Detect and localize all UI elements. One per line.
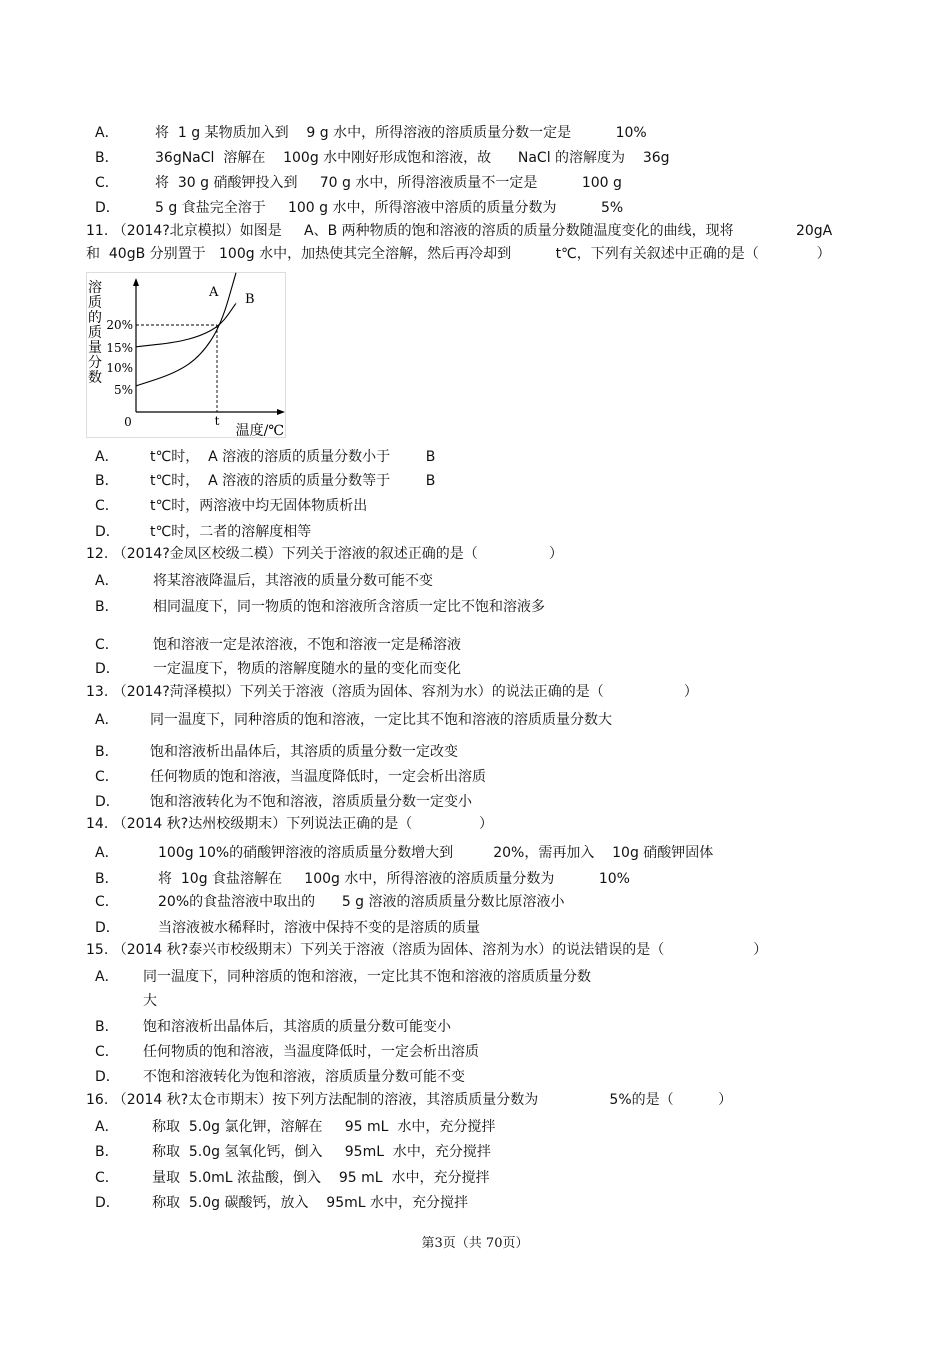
page-footer: 第3页（共 70页） — [421, 1236, 529, 1251]
y-axis-label-char: 质 — [88, 325, 102, 341]
q10-option-c-label: C． — [95, 175, 119, 191]
y-tick-label: 15% — [106, 341, 133, 355]
q10-option-b-text: 36gNaCl 溶解在 100g 水中刚好形成饱和溶液，故 NaCl 的溶解度为 36g — [155, 150, 670, 166]
q16-option-c-label: C． — [95, 1170, 119, 1186]
x-axis-label: 温度/℃ — [235, 423, 284, 438]
q11-option-d-text: t℃时，二者的溶解度相等 — [150, 524, 312, 540]
y-axis-label-char: 溶 — [88, 280, 102, 296]
q10-option-c-text: 将 30 g 硝酸钾投入到 70 g 水中，所得溶液质量不一定是 100 g — [155, 175, 622, 191]
q12-option-a-text: 将某溶液降温后，其溶液的质量分数可能不变 — [153, 573, 433, 589]
q13-option-c-text: 任何物质的饱和溶液，当温度降低时，一定会析出溶质 — [150, 769, 486, 785]
y-axis-label-char: 数 — [88, 370, 102, 386]
q16-option-b-label: B． — [95, 1144, 119, 1160]
q15-stem: 15. （2014 秋?泰兴市校级期末）下列关于溶液（溶质为固体、溶剂为水）的说法错误的是（ ） — [86, 942, 768, 958]
q12-option-a-label: A． — [95, 573, 119, 589]
q15-option-b-label: B． — [95, 1019, 119, 1035]
q11-option-a-text: t℃时， A 溶液的溶质的质量分数小于 B — [150, 449, 436, 465]
q10-option-d-text: 5 g 食盐完全溶于 100 g 水中，所得溶液中溶质的质量分数为 5% — [155, 200, 624, 216]
q12-stem: 12. （2014?金凤区校级二模）下列关于溶液的叙述正确的是（ ） — [86, 546, 563, 562]
q10-option-a-label: A． — [95, 125, 119, 141]
q16-option-a-text: 称取 5.0g 氯化钾，溶解在 95 mL 水中，充分搅拌 — [152, 1119, 496, 1135]
q11-option-c-text: t℃时，两溶液中均无固体物质析出 — [150, 498, 368, 514]
q16-option-d-text: 称取 5.0g 碳酸钙，放入 95mL 水中，充分搅拌 — [152, 1195, 469, 1211]
q15-option-c-label: C． — [95, 1044, 119, 1060]
q12-option-d-label: D． — [95, 661, 120, 677]
q13-stem: 13. （2014?菏泽模拟）下列关于溶液（溶质为固体、容剂为水）的说法正确的是（ ） — [86, 684, 698, 700]
q13-option-c-label: C． — [95, 769, 119, 785]
q11-option-a-label: A． — [95, 449, 119, 465]
y-tick-label: 5% — [113, 383, 133, 397]
y-axis-label-char: 量 — [88, 340, 102, 356]
q12-option-d-text: 一定温度下，物质的溶解度随水的量的变化而变化 — [153, 661, 461, 677]
q12-option-c-text: 饱和溶液一定是浓溶液，不饱和溶液一定是稀溶液 — [153, 637, 461, 653]
q10-option-b-label: B． — [95, 150, 119, 166]
q14-option-b-text: 将 10g 食盐溶解在 100g 水中，所得溶液的溶质质量分数为 10% — [158, 871, 630, 887]
q12-option-b-label: B． — [95, 599, 119, 615]
q16-option-d-label: D． — [95, 1195, 120, 1211]
q14-option-c-text: 20%的食盐溶液中取出的 5 g 溶液的溶质质量分数比原溶液小 — [158, 894, 565, 910]
y-axis-label — [88, 279, 102, 386]
q11-option-b-text: t℃时， A 溶液的溶质的质量分数等于 B — [150, 473, 436, 489]
y-tick-label: 10% — [106, 361, 133, 375]
q13-option-d-label: D． — [95, 794, 120, 810]
y-axis-label-char: 的 — [88, 310, 102, 326]
q13-option-b-label: B． — [95, 744, 119, 760]
q13-option-b-text: 饱和溶液析出晶体后，其溶质的质量分数一定改变 — [150, 744, 458, 760]
x-tick-label: t — [214, 414, 220, 428]
q14-option-c-label: C． — [95, 894, 119, 910]
origin-label: 0 — [124, 415, 132, 429]
q11-option-b-label: B． — [95, 473, 119, 489]
q10-option-d-label: D． — [95, 200, 120, 216]
q13-option-d-text: 饱和溶液转化为不饱和溶液，溶质质量分数一定变小 — [150, 794, 472, 810]
q14-option-b-label: B． — [95, 871, 119, 887]
y-axis-label-char: 分 — [88, 355, 102, 371]
q15-option-d-label: D． — [95, 1069, 120, 1085]
q15-option-d-text: 不饱和溶液转化为饱和溶液，溶质质量分数可能不变 — [143, 1069, 465, 1085]
solubility-chart — [86, 272, 286, 438]
series-b-label: B — [245, 292, 255, 307]
q16-stem: 16. （2014 秋?太仓市期末）按下列方法配制的溶液，其溶质质量分数为 5%的是（ ） — [86, 1092, 733, 1108]
q16-option-b-text: 称取 5.0g 氢氧化钙，倒入 95mL 水中，充分搅拌 — [152, 1144, 491, 1160]
q11-option-c-label: C． — [95, 498, 119, 514]
y-axis-label-char: 质 — [88, 295, 102, 311]
q11-option-d-label: D． — [95, 524, 120, 540]
q16-option-c-text: 量取 5.0mL 浓盐酸，倒入 95 mL 水中，充分搅拌 — [152, 1170, 490, 1186]
q15-option-a-label: A． — [95, 969, 119, 985]
q15-option-c-text: 任何物质的饱和溶液，当温度降低时，一定会析出溶质 — [143, 1044, 479, 1060]
q14-option-a-text: 100g 10%的硝酸钾溶液的溶质质量分数增大到 20%，需再加入 10g 硝酸钾固体 — [158, 845, 714, 861]
q11-stem-line2: 和 40gB 分别置于 100g 水中，加热使其完全溶解，然后再冷却到 t℃，下列有关叙述中正确的是（ ） — [86, 246, 831, 262]
q14-stem: 14. （2014 秋?达州校级期末）下列说法正确的是（ ） — [86, 816, 493, 832]
q13-option-a-label: A． — [95, 712, 119, 728]
q15-option-a-text: 同一温度下，同种溶质的饱和溶液，一定比其不饱和溶液的溶质质量分数 — [143, 969, 591, 985]
y-tick-label: 20% — [106, 318, 133, 332]
q14-option-d-text: 当溶液被水稀释时，溶液中保持不变的是溶质的质量 — [158, 920, 480, 936]
q11-stem-line1: 11. （2014?北京模拟）如图是 A、B 两种物质的饱和溶液的溶质的质量分数随温度变化的曲线，现将 20gA — [86, 223, 833, 239]
q12-option-b-text: 相同温度下，同一物质的饱和溶液所含溶质一定比不饱和溶液多 — [153, 599, 545, 615]
q15-option-b-text: 饱和溶液析出晶体后，其溶质的质量分数可能变小 — [143, 1019, 451, 1035]
series-a-label: A — [209, 285, 219, 300]
q12-option-c-label: C． — [95, 637, 119, 653]
q14-option-a-label: A． — [95, 845, 119, 861]
q14-option-d-label: D． — [95, 920, 120, 936]
q16-option-a-label: A． — [95, 1119, 119, 1135]
q10-option-a-text: 将 1 g 某物质加入到 9 g 水中，所得溶液的溶质质量分数一定是 10% — [155, 125, 647, 141]
q13-option-a-text: 同一温度下，同种溶质的饱和溶液，一定比其不饱和溶液的溶质质量分数大 — [150, 712, 612, 728]
q15-option-a-text-continued: 大 — [143, 993, 157, 1009]
